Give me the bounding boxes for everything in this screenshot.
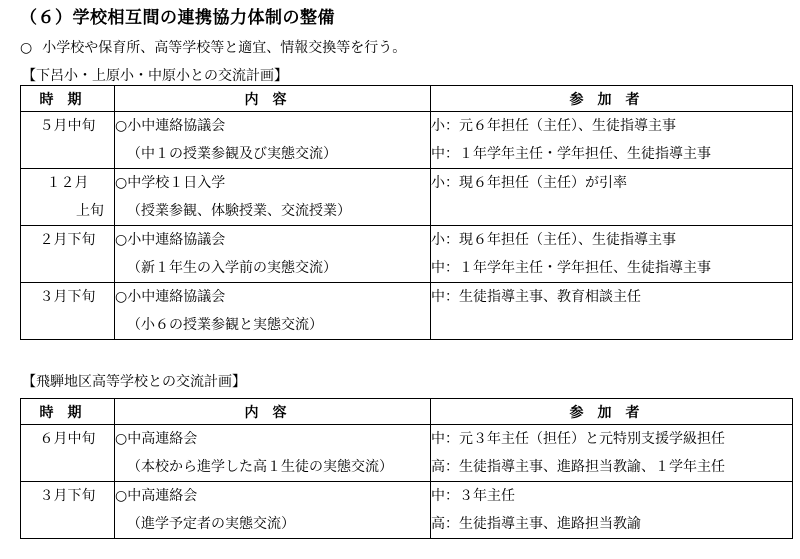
when-cell: １２月 上旬 bbox=[21, 169, 115, 226]
when-cell: ２月下旬 bbox=[21, 226, 115, 283]
table-row bbox=[21, 112, 793, 169]
participants-cell: 中：３年主任 高：生徒指導主事、進路担当教諭 bbox=[431, 482, 793, 539]
content-cell: ○小中連絡協議会 （中１の授業参観及び実態交流） bbox=[115, 112, 431, 169]
participants-cell: 小：現６年担任（主任）、生徒指導主事 中：１年学年主任・学年担任、生徒指導主事 bbox=[431, 226, 793, 283]
when-cell: ３月下旬 bbox=[21, 482, 115, 539]
participants-cell: 小：現６年担任（主任）が引率 bbox=[431, 169, 793, 226]
table-row bbox=[21, 226, 793, 283]
when-cell: ３月下旬 bbox=[21, 283, 115, 340]
section-title: （６）学校相互間の連携協力体制の整備 bbox=[20, 8, 335, 28]
table-header-row bbox=[21, 399, 793, 425]
table-row bbox=[21, 283, 793, 340]
table-row bbox=[21, 482, 793, 539]
participants-cell: 中：生徒指導主事、教育相談主任 bbox=[431, 283, 793, 340]
header-participants: 参加者 bbox=[431, 86, 793, 112]
header-participants: 参加者 bbox=[431, 399, 793, 425]
content-cell: ○中高連絡会 （進学予定者の実態交流） bbox=[115, 482, 431, 539]
content-cell: ○小中連絡協議会 （新１年生の入学前の実態交流） bbox=[115, 226, 431, 283]
intro-line bbox=[20, 37, 406, 57]
elementary-plan-caption: 【下呂小・上原小・中原小との交流計画】 bbox=[22, 68, 288, 84]
participants-cell: 小：元６年担任（主任）、生徒指導主事 中：１年学年主任・学年担任、生徒指導主事 bbox=[431, 112, 793, 169]
table-header-row bbox=[21, 86, 793, 112]
elementary-exchange-table bbox=[20, 85, 793, 340]
highschool-exchange-table bbox=[20, 398, 793, 539]
header-content: 内容 bbox=[115, 86, 431, 112]
intro-text: 小学校や保育所、高等学校等と適宜、情報交換等を行う。 bbox=[42, 40, 407, 56]
content-cell: ○小中連絡協議会 （小６の授業参観と実態交流） bbox=[115, 283, 431, 340]
highschool-plan-caption: 【飛騨地区高等学校との交流計画】 bbox=[22, 374, 246, 390]
header-content: 内容 bbox=[115, 399, 431, 425]
participants-cell: 中：元３年主任（担任）と元特別支援学級担任 高：生徒指導主事、進路担当教諭、１学年主任 bbox=[431, 425, 793, 482]
bullet-marker: ○ bbox=[20, 40, 33, 56]
when-cell: ５月中旬 bbox=[21, 112, 115, 169]
table-row bbox=[21, 169, 793, 226]
content-cell: ○中学校１日入学 （授業参観、体験授業、交流授業） bbox=[115, 169, 431, 226]
header-when: 時期 bbox=[21, 399, 115, 425]
header-when: 時期 bbox=[21, 86, 115, 112]
when-cell: ６月中旬 bbox=[21, 425, 115, 482]
table-row bbox=[21, 425, 793, 482]
content-cell: ○中高連絡会 （本校から進学した高１生徒の実態交流） bbox=[115, 425, 431, 482]
